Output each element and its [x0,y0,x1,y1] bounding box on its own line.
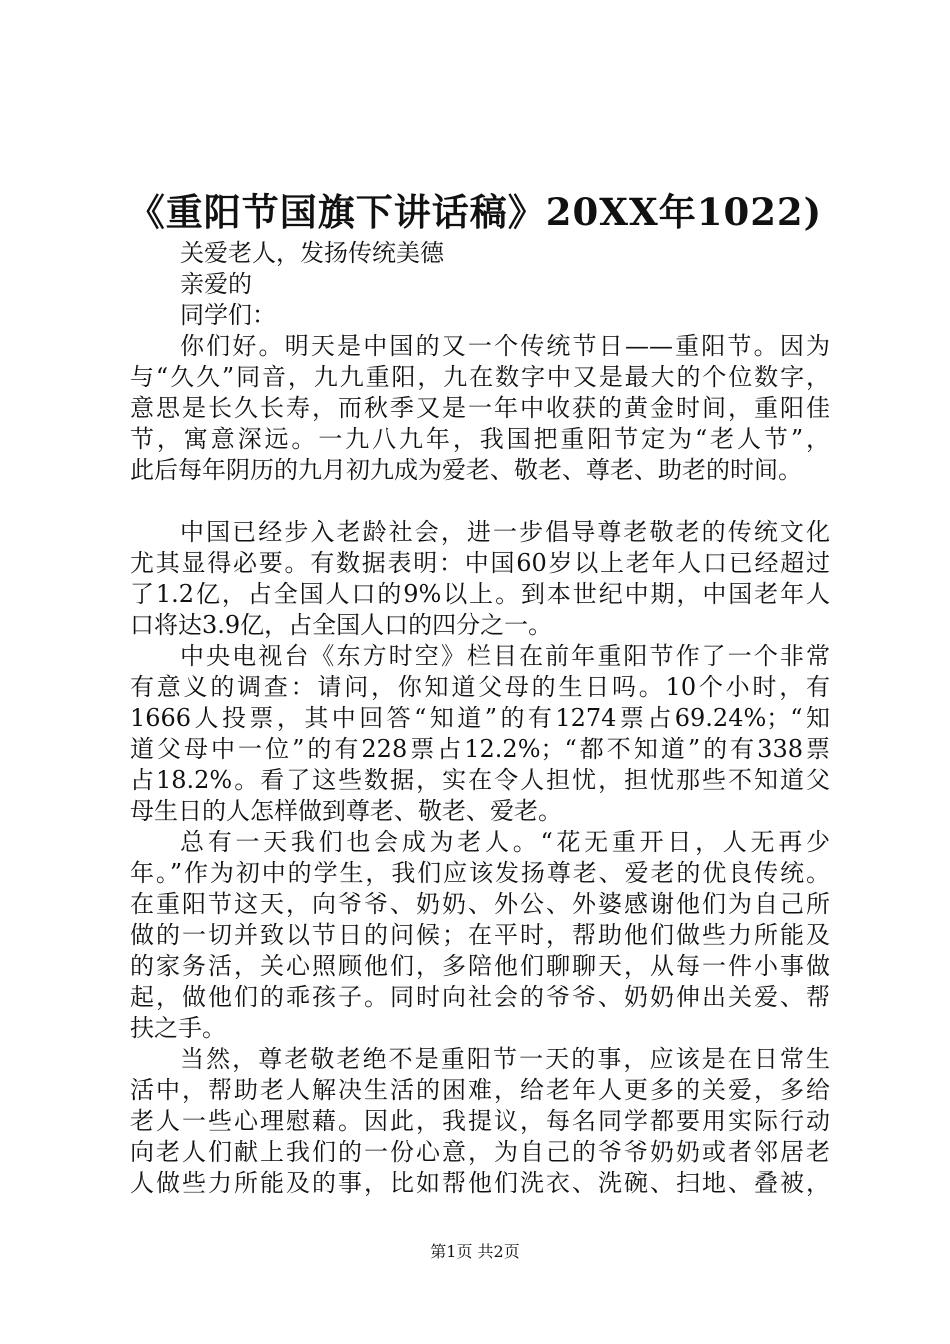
paragraph-2 [130,517,830,641]
paragraph-1 [130,331,830,486]
paragraph-line: 与“久久”同音，九九重阳，九在数字中又是最大的个位数字， [130,363,830,391]
document-title: 《重阳节国旗下讲话稿》20XX年1022) [127,190,823,234]
paragraph-line: 有意义的调查：请问，你知道父母的生日吗。10个小时，有 [130,673,830,701]
paragraph-line: 的家务活，关心照顾他们，多陪他们聊聊天，从每一件小事做 [130,952,830,980]
paragraph-line: 口将达3.9亿，占全国人口的四分之一。 [130,611,553,639]
paragraph-line: 扶之手。 [130,1014,226,1042]
salutation-line: 同学们： [180,301,276,329]
paragraph-line: 中国已经步入老龄社会，进一步倡导尊老敬老的传统文化 [180,518,830,546]
paragraph-line: 人做些力所能及的事，比如帮他们洗衣、洗碗、扫地、叠被， [130,1169,830,1197]
paragraph-5 [130,1044,830,1199]
paragraph-line: 中央电视台《东方时空》栏目在前年重阳节作了一个非常 [180,642,830,670]
paragraph-line: 做的一切并致以节日的问候；在平时，帮助他们做些力所能及 [130,921,830,949]
paragraph-3 [130,641,830,827]
document-body [130,238,830,1199]
paragraph-line: 老人一些心理慰藉。因此，我提议，每名同学都要用实际行动 [130,1107,830,1135]
paragraph-line: 意思是长久长寿，而秋季又是一年中收获的黄金时间，重阳佳 [130,394,830,422]
paragraph-line: 在重阳节这天，向爷爷、奶奶、外公、外婆感谢他们为自己所 [130,890,830,918]
paragraph-line: 占18.2%。看了这些数据，实在令人担忧，担忧那些不知道父 [130,766,830,794]
paragraph-4 [130,827,830,1044]
paragraph-line: 1666人投票，其中回答“知道”的有1274票占69.24%；“知 [130,704,830,732]
paragraph-line: 总有一天我们也会成为老人。“花无重开日，人无再少 [180,828,830,856]
paragraph-line: 向老人们献上我们的一份心意，为自己的爷爷奶奶或者邻居老 [130,1138,830,1166]
paragraph-line: 你们好。明天是中国的又一个传统节日——重阳节。因为 [180,332,830,360]
blank-line [130,486,830,517]
paragraph-line: 母生日的人怎样做到尊老、敬老、爱老。 [130,797,562,825]
subtitle-line: 关爱老人，发扬传统美德 [180,239,444,267]
paragraph-line: 起，做他们的乖孩子。同时向社会的爷爷、奶奶伸出关爱、帮 [130,983,830,1011]
paragraph-line: 当然，尊老敬老绝不是重阳节一天的事，应该是在日常生 [180,1045,830,1073]
paragraph-line: 此后每年阴历的九月初九成为爱老、敬老、尊老、助老的时间。 [130,456,802,484]
page-number-footer: 第1页 共2页 [430,1242,520,1261]
paragraph-line: 尤其显得必要。有数据表明：中国60岁以上老年人口已经超过 [130,549,830,577]
paragraph-line: 了1.2亿，占全国人口的9%以上。到本世纪中期，中国老年人 [130,580,830,608]
paragraph-line: 活中，帮助老人解决生活的困难，给老年人更多的关爱，多给 [130,1076,830,1104]
salutation-line: 亲爱的 [180,270,252,298]
paragraph-line: 道父母中一位”的有228票占12.2%；“都不知道”的有338票 [130,735,830,763]
paragraph-line: 年。”作为初中的学生，我们应该发扬尊老、爱老的优良传统。 [130,859,830,887]
paragraph-line: 节，寓意深远。一九八九年，我国把重阳节定为“老人节”， [130,425,830,453]
